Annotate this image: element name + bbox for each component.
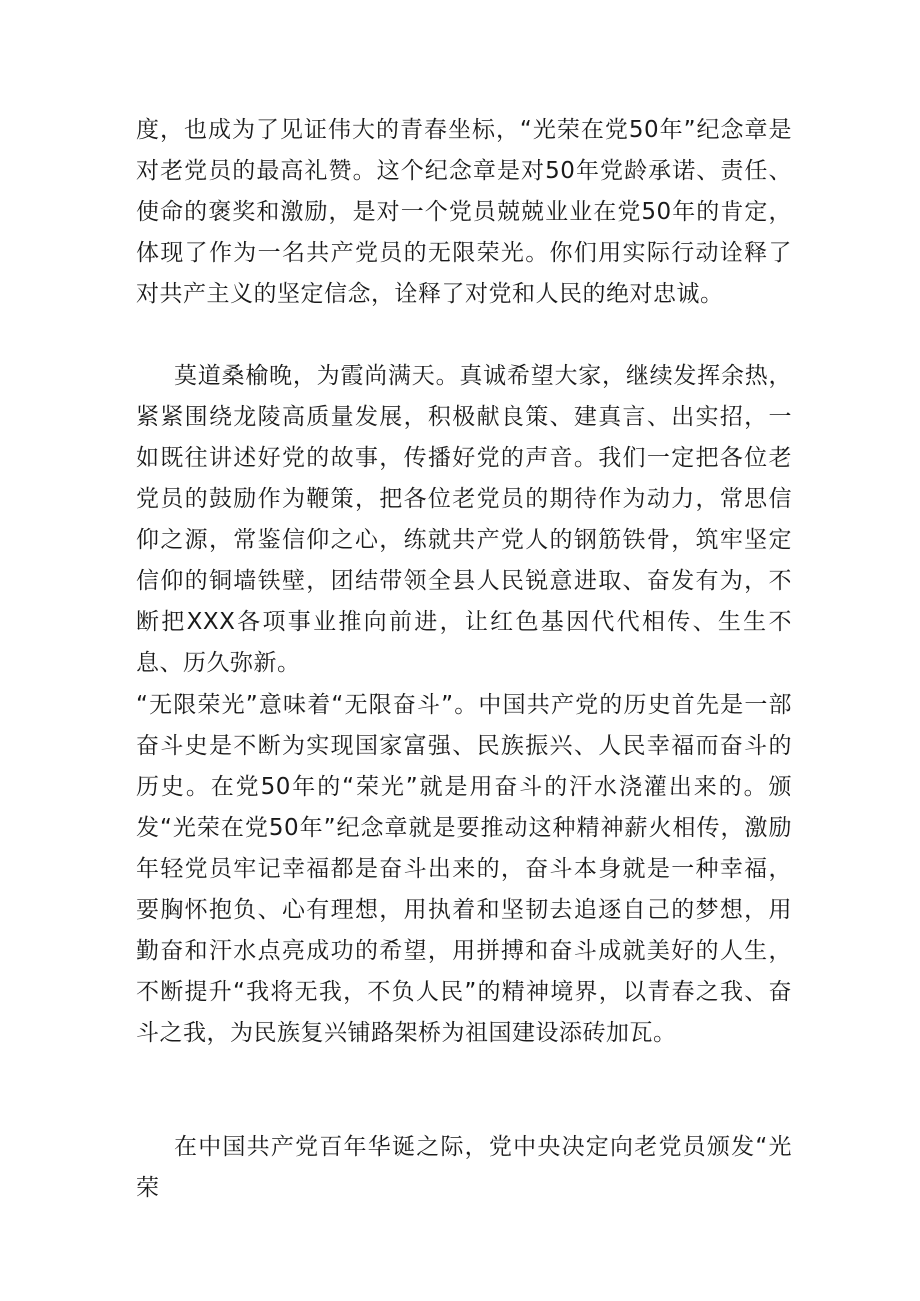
paragraph-2 xyxy=(136,356,792,684)
paragraph-1-text: 度，也成为了见证伟大的青春坐标，“光荣在党50年”纪念章是对老党员的最高礼赞。这个纪念章是对50年党龄承诺、责任、使命的褒奖和激励，是对一个党员兢兢业业在党50年的肯定，体现了作为一名共产党员的无限荣光。你们用实际行动诠释了对共产主义的坚定信念，诠释了对党和人民的绝对忠诚。 xyxy=(136,117,792,307)
paragraph-1 xyxy=(136,110,792,315)
paragraph-4 xyxy=(136,1127,792,1209)
paragraph-2-text: 莫道桑榆晚，为霞尚满天。真诚希望大家，继续发挥余热，紧紧围绕龙陵高质量发展，积极献良策、建真言、出实招，一如既往讲述好党的故事，传播好党的声音。我们一定把各位老党员的鼓励作为鞭策，把各位老党员的期待作为动力，常思信仰之源，常鉴信仰之心，练就共产党人的钢筋铁骨，筑牢坚定信仰的铜墙铁壁，团结带领全县人民锐意进取、奋发有为，不断把XXX各项事业推向前进，让红色基因代代相传、生生不息、历久弥新。 xyxy=(136,363,792,676)
paragraph-3-text: “无限荣光”意味着“无限奋斗”。中国共产党的历史首先是一部奋斗史是不断为实现国家富强、民族振兴、人民幸福而奋斗的历史。在党50年的“荣光”就是用奋斗的汗水浇灌出来的。颁发“光荣在党50年”纪念章就是要推动这种精神薪火相传，激励年轻党员牢记幸福都是奋斗出来的，奋斗本身就是一种幸福，要胸怀抱负、心有理想，用执着和坚韧去追逐自己的梦想，用勤奋和汗水点亮成功的希望，用拼搏和奋斗成就美好的人生，不断提升“我将无我，不负人民”的精神境界，以青春之我、奋斗之我，为民族复兴铺路架桥为祖国建设添砖加瓦。 xyxy=(136,692,792,1046)
paragraph-3 xyxy=(136,685,792,1054)
paragraph-4-text: 在中国共产党百年华诞之际，党中央决定向老党员颁发“光荣 xyxy=(136,1134,792,1201)
